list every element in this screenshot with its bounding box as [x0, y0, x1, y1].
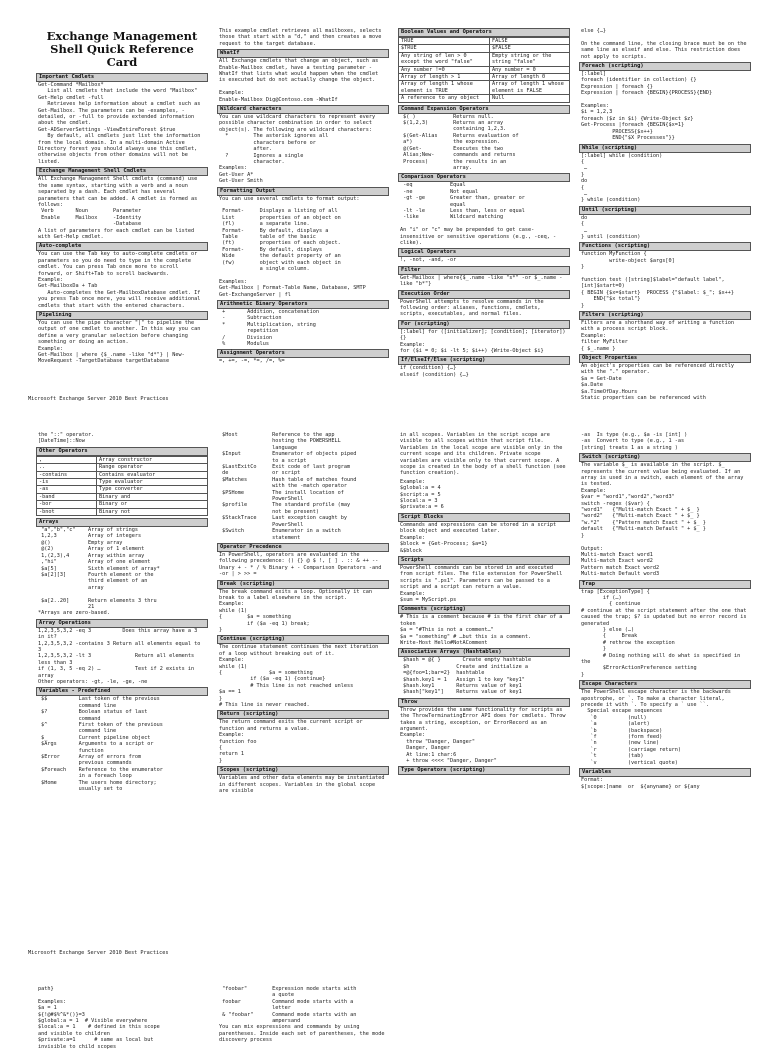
- section-header: Scopes (scripting): [217, 766, 389, 775]
- section-header: Logical Operators: [398, 248, 570, 257]
- section: [217, 635, 389, 708]
- section: [36, 311, 208, 365]
- section: [579, 680, 751, 766]
- section-header: Variables - Predefined: [36, 687, 208, 696]
- section-header: Variables: [579, 768, 751, 777]
- section-body: the "::" operator. [DateTime]::Now: [38, 432, 95, 445]
- section-header: Return (scripting): [217, 710, 389, 719]
- section-body: You can use wildcard characters to represent every possible character combination in order to select object(s). The following are wildcard characters: * The asterisk ignores all characters before or after. ? Ignores a single character. Examples: Get-User A* Get-User Smith: [219, 114, 376, 185]
- section-body: You can use several cmdlets to format output: Format- Displays a listing of all List properties of an object on (fl) a separate line. Format- By default, displays a Table table of the basic (ft) properties of each object. Format- By default, displays Wide the default property of an (fw) object with each object in a single column. Examples: Get-Mailbox | Format-Table Name, Database, SMTP Get-ExchangeServer | fl: [219, 195, 366, 298]
- section-header: Boolean Values and Operators: [398, 28, 570, 37]
- column: [579, 28, 751, 402]
- table-cell: Array of length 1 whose element is FALSE: [490, 81, 570, 95]
- section: [579, 242, 751, 309]
- section: [398, 248, 570, 263]
- section-header: Escape Characters: [579, 680, 751, 689]
- table-row: [37, 486, 208, 493]
- table-cell: Array constructor: [97, 456, 208, 463]
- table-cell: ,: [37, 456, 97, 463]
- table-row: [37, 456, 208, 463]
- section-body: "a","b","c" Array of strings 1,2,3 Array of integers @() Empty array @(2) Array of 1 element 1,(2,3),4 Array within array ,"hi" Array of one element $a[5] Sixth element of array* $a[2][3] Fourth element or the third element of an array $a[2..20] Return elements 3 thru 21 *Arrays are zero-based.: [38, 527, 160, 617]
- section-header: Execution Order: [398, 290, 570, 299]
- table-row: [399, 52, 570, 66]
- section-body: Filters are a shorthand way of writing a function with a process script block. Example: filter MyFilter { $_.name }: [581, 320, 735, 352]
- table-cell: Type converter: [97, 486, 208, 493]
- section: [398, 356, 570, 378]
- table-cell: Any string of len > 0 except the word "false": [399, 52, 490, 66]
- section: [398, 28, 570, 103]
- section: [579, 206, 751, 241]
- section-header: Associative Arrays (Hashtables): [398, 648, 570, 657]
- section-table: [398, 37, 570, 103]
- section-body: in all scopes. Variables in the script scope are visible to all scopes within that script file. Variables in the local scope are visible only in the current scope and its children. Private scope variables are visible only to that current scope. A scope is created in the body of a shell function (see function creation).: [400, 432, 569, 477]
- section: [217, 766, 389, 794]
- section-header: Continue (scripting): [217, 635, 389, 644]
- table-cell: Array of length 0: [490, 74, 570, 81]
- section: [36, 447, 208, 516]
- section-header: Object Properties: [579, 354, 751, 363]
- column: [398, 28, 570, 396]
- table-row: [399, 81, 570, 95]
- section: [36, 167, 208, 240]
- section: [217, 986, 389, 1044]
- table-cell: Any number !=0: [399, 66, 490, 73]
- section: [36, 518, 208, 617]
- section-body: $hash = @{ } Create empty hashtable $h Create and initialize a =@{foo=1;bar=2} hashtable $hash.key1 = 1 Assign 1 to key "key1" $hash.key1 Returns value of key1 $hash["key1"] Returns value of key1: [403, 657, 532, 696]
- table-cell: -contains: [37, 471, 97, 478]
- column: [217, 28, 389, 396]
- section-header: Comparison Operators: [398, 173, 570, 182]
- section: [579, 432, 751, 451]
- section-body: Get-Mailbox | where{$_.name -like "s*" -or $_.name -like "b*"}: [400, 274, 563, 288]
- table-cell: -as: [37, 486, 97, 493]
- section-header: Foreach (scripting): [579, 62, 751, 71]
- section-body: [:label] while (condition) { … } do { … } while (condition): [581, 152, 663, 204]
- table-row: [399, 66, 570, 73]
- table-cell: ..: [37, 464, 97, 471]
- section: [398, 648, 570, 695]
- section-body: All Exchange cmdlets that change an object, such as Enable-Mailbox cmdlet, have a testing parameter -WhatIf that lists what would happen when the cmdlet is executed but do not actually change the object. Example: Enable-Mailbox Dig@Contoso.com -WhatIf: [219, 58, 379, 103]
- section-header: Formatting Output: [217, 187, 389, 196]
- section: [398, 432, 570, 477]
- section: [217, 710, 389, 764]
- section: [398, 605, 570, 646]
- column: [36, 986, 208, 1050]
- table-cell: Contains evaluator: [97, 471, 208, 478]
- section-body: trap [ExceptionType] { if (…) { continue # continue at the script statement after the one that caused the trap; $? is updated but no error record is generated } else (…) { Break # rethrow the exception } # Doing nothing will do what is specified in the $ErrorActionPreference setting }: [581, 588, 747, 678]
- section-header: Script Blocks: [398, 513, 570, 522]
- section-header: Pipelining: [36, 311, 208, 320]
- sheet-page: [0, 0, 768, 404]
- section: [36, 242, 208, 309]
- table-row: [399, 45, 570, 52]
- sheet-page: [0, 958, 768, 1050]
- section: [398, 513, 570, 554]
- table-cell: FALSE: [490, 38, 570, 45]
- section-body: You can use the Tab key to auto-complete cmdlets or parameters so you do need to type in the complete cmdlet. You can press Tab once more to scroll forward, or Shift+Tab to scroll backwards. Example: Get-MailboxDa + Tab Auto-completes the Get-MailboxDatabase cmdlet. If you press Tab once more, you will receive additional cmdlets that start with the entered characters.: [38, 251, 201, 309]
- table-cell: Type evaluator: [97, 479, 208, 486]
- sheet-page: [0, 404, 768, 958]
- section-body: In PowerShell, operators are evaluated in the following precedence: () {} @ $ !, [ ] . :: & ++ -- Unary + - * / % Binary + - Comparison Operators -and -or | > >> =: [219, 551, 385, 578]
- table-cell: Binary not: [97, 508, 208, 515]
- section-header: Important Cmdlets: [36, 73, 208, 82]
- section-header: Assignment Operators: [217, 349, 389, 358]
- section-body: path} Examples: $a = 1 ${!@#$%^&*()}=3 $global:a = 1 # Visible everywhere $local:a = 1 # defined in this scope and visible to children $private:a=1 # same as local but invisible to child scopes: [38, 986, 160, 1050]
- section: [217, 300, 389, 347]
- section-body: $Host Reference to the app hosting the POWERSHELL language $Input Enumerator of objects piped to a script $LastExitCo Exit code of last program de or script $Matches Hash table of matches found with the -match operator $PSHome The install location of PowerShell $profile The standard profile (may not be present) $StackTrace Last exception caught by PowerShell $Switch Enumerator in a switch statement: [222, 432, 357, 541]
- section-body: Commands and expressions can be stored in a script block object and executed later. Example: $block = {Get-Process; $a=1} &$block: [400, 521, 557, 554]
- section: [217, 432, 389, 541]
- section-body: 1,2,3,5,3,2 -eq 3 Does this array have a 3 in it? 1,2,3,5,3,2 -contains 3 Return all elements equal to 3 1,2,3,5,3,2 -lt 3 Return all elements less than 3 if (1, 3, 5 -eq 2) … Test if 2 exists in array Other operators: -gt, -le, -ge, -ne: [38, 627, 201, 685]
- section: [217, 105, 389, 184]
- section-body: -as Is type (e.g., $a -is [int] ) -as Convert to type (e.g., 1 -as [string] treats 1 as a string ): [581, 432, 688, 451]
- section-header: Command Expansion Operators: [398, 105, 570, 114]
- table-cell: -bor: [37, 501, 97, 508]
- card-title: Exchange Management Shell Quick Reference Card: [46, 29, 198, 69]
- section-header: Throw: [398, 698, 570, 707]
- table-cell: Range operator: [97, 464, 208, 471]
- section: [398, 479, 570, 511]
- table-row: [37, 493, 208, 500]
- table-cell: Array of length 1 whose element is TRUE: [399, 81, 490, 95]
- table-row: [37, 479, 208, 486]
- section: [579, 62, 751, 141]
- section-body: PowerShell commands can be stored in and executed from script files. The file extension for PowerShell scripts is ".ps1". Parameters can be passed to a script and a script can return a value. Example: $sum = MyScript.ps: [400, 564, 563, 603]
- table-row: [37, 508, 208, 515]
- section: [398, 766, 570, 775]
- section-header: Arrays: [36, 518, 208, 527]
- section-header: Wildcard characters: [217, 105, 389, 114]
- table-row: [399, 38, 570, 45]
- table-cell: Null: [490, 95, 570, 102]
- section-header: WhatIf: [217, 49, 389, 58]
- section-header: Until (scripting): [579, 206, 751, 215]
- section-body: Throw provides the same functionality for scripts as the ThrowTerminatingError API does for cmdlets. Throw takes a string, exception, or ErrorRecord as an argument. Example: throw "Danger, Danger" Danger, Danger At line:1 char:6 + throw <<<< "Danger, Danger": [400, 706, 566, 765]
- section-body: do { … } until (condition): [581, 214, 641, 240]
- table-cell: Array of length > 1: [399, 74, 490, 81]
- table-row: [37, 471, 208, 478]
- section: [217, 349, 389, 364]
- section-header: Arithmetic Binary Operators: [217, 300, 389, 309]
- section-body: =, +=, -=, *=, /=, %=: [219, 358, 285, 365]
- section-header: For (scripting): [398, 320, 570, 329]
- section: [36, 73, 208, 165]
- section-body: Example: $global:a = 4 $script:a = 5 $local:a = 3 $private:a = 6: [400, 478, 444, 511]
- section-header: Operator Precedence: [217, 543, 389, 552]
- table-cell: -band: [37, 493, 97, 500]
- table-cell: -bnot: [37, 508, 97, 515]
- section: [398, 698, 570, 765]
- section: [579, 768, 751, 790]
- page-footer: Microsoft Exchange Server 2010 Best Practices: [28, 950, 169, 956]
- section: [398, 266, 570, 288]
- section-body: The return command exits the current script or function and returns a value. Example: function foo { return 1 }: [219, 719, 363, 764]
- section-header: Type Operators (scripting): [398, 766, 570, 775]
- section-body: "foobar" Expression mode starts with a quote foobar Command mode starts with a letter & "foobar" Command mode starts with an ampersand You can mix expressions and commands by using parentheses. Inside each set of parentheses, the mode discovery process: [219, 986, 385, 1044]
- section-body: The variable $_ is available in the script. $_ represents the current value being evaluated. If an array is used in a switch, each element of the array is tested. Example: $var = "word1","word2","word3" switch -regex ($var) { "word1" {"Multi-match Exact " + $_ } "word2" {"Multi-match Exact " + $_ } "w.*2" {"Pattern match Exact " + $_ } default {"Multi-match Default " + $_ } } Output: Multi-match Exact word1 Multi-match Exact word2 Pattern match Exact word2 Multi-match Default word3: [581, 462, 744, 578]
- section-header: Auto-complete: [36, 242, 208, 251]
- column: [36, 28, 208, 396]
- section-header: If/ElseIf/Else (scripting): [398, 356, 570, 365]
- section: [217, 28, 389, 47]
- section-header: Filters (scripting): [579, 311, 751, 320]
- section: [579, 580, 751, 679]
- section-header: Array Operations: [36, 619, 208, 628]
- section: [579, 311, 751, 352]
- section: [217, 580, 389, 634]
- section-header: Other Operators: [36, 447, 208, 456]
- table-cell: $FALSE: [490, 45, 570, 52]
- section-body: # This is a comment because # is the first char of a token $a = "#This is not a comment…" $a = "something" # …but this is a comment. Write-Host Hello#NotAComment: [400, 614, 563, 646]
- table-row: [37, 464, 208, 471]
- section: [579, 354, 751, 401]
- section-body: You can use the pipe character "|" to pipeline the output of one cmdlet to another. In this way you can define a very granular selection before changing something or doing an action. Example: Get-Mailbox | where {$_.name -like "d*"} | New-MoveRequest -TargetDatabase targetDatabase: [38, 320, 201, 365]
- section: [579, 28, 751, 60]
- table-cell: -is: [37, 479, 97, 486]
- section-body: PowerShell attempts to resolve commands in the following order: aliases, functions, cmdlets, scripts, executables, and normal files.: [400, 298, 547, 318]
- table-cell: Any number = 0: [490, 66, 570, 73]
- column: [579, 986, 751, 1016]
- section: [217, 49, 389, 103]
- section-table: [36, 456, 208, 516]
- section-body: Get-Command *Mailbox* List all cmdlets that include the word "Mailbox" Get-Help cmdlet -full Retrieves help information about a cmdlet such as Get-Mailbox. The parameters can be -examples, -detailed, or -full to provide extended information about the cmdlet. Get-ADServerSettings -ViewEntireForest $true By default, all cmdlets just list the information from the local domain. In a multi-domain Active Directory forest you should always use this cmdlet, otherwise objects from other domains will not be listed.: [38, 82, 201, 165]
- section-body: $( ) Returns null. $(1,2,3) Returns an array containing 1,2,3. $(Get-Alias Returns evaluation of a*) the expression. @(Get- Executes the two Alias;New- commands and returns Process) the results in an array.: [403, 113, 519, 171]
- section-body: !, -not, -and, -or: [400, 257, 457, 264]
- section-header: Functions (scripting): [579, 242, 751, 251]
- section: [579, 453, 751, 577]
- section-body: + Addition, concatenation - Subtraction * Multiplication, string repetition / Division % Modulus: [222, 309, 319, 348]
- section: [398, 556, 570, 603]
- table-cell: Binary or: [97, 501, 208, 508]
- section-body: function MyFunction { write-object $args[0] } function test ([string]$label="default label",[int]$start=0) { BEGIN {$x=$start} PROCESS {"$label: $_"; $x++} END{"$x total"} }: [581, 251, 735, 309]
- table-cell: A reference to any object: [399, 95, 490, 102]
- section-header: Comments (scripting): [398, 605, 570, 614]
- column: [398, 432, 570, 950]
- section-body: The PowerShell escape character is the backwards apostrophe, or `. To make a character literal, precede it with `. To specify a ` use ``. Special escape sequences `0 (null) `a (alert) `b (backspace) `f (form feed) `n (new line) `r (carriage return) `t (tab) `v (vertical quote): [581, 689, 731, 766]
- section-body: -eq Equal -ne Not equal -gt -ge Greater than, greater or equal -lt -le Less than, less or equal -like Wildcard matching An "i" or "c" may be prepended to get case-insensitive or sensitive operations (e.g., -ceq, -clike).: [400, 182, 557, 246]
- table-row: [37, 501, 208, 508]
- section-body: [:label] foreach (identifier in collection) {} Expression | foreach {} Expression | foreach {BEGIN}{PROCESS}{END} Examples: $i = 1,2,3 foreach ($z in $i) {Write-Object $z} Get-Process |foreach {BEGIN{$x=1} PROCESS{$x++} END{"$X Processes"}}: [581, 71, 713, 142]
- section-body: The break command exits a loop. Optionally it can break to a label elsewhere in the script. Example: while (1) { $a = something if ($a -eq 1) break; }: [219, 588, 373, 633]
- section-header: While (scripting): [579, 144, 751, 153]
- column: [579, 432, 751, 950]
- section-body: An object's properties can be referenced directly with the "." operator. $a = Get-Date $a.Date $a.TimeOfDay.Hours Static properties can be referenced with: [581, 363, 735, 402]
- section: [398, 290, 570, 318]
- section-header: Scripts: [398, 556, 570, 565]
- column: [36, 432, 208, 950]
- section: [217, 543, 389, 578]
- section-body: This example cmdlet retrieves all mailboxes, selects those that start with a "d," and then creates a move request to the target database.: [219, 28, 385, 47]
- column: [398, 986, 570, 1016]
- section-body: [:label] for ([initializer]; [condition]; [iterator]) {} Example: for ($i = 0; $i -lt 5; $i++) {Write-Object $i}: [400, 328, 566, 355]
- section-body: All Exchange Management Shell cmdlets (command) use the same syntax, starting with a verb and a noun separated by a dash. Each cmdlet has several parameters that can be added. A cmdlet is formed as follows: Verb Noun Parameter Enable Mailbox -Identity -Database A list of parameters for each cmdlet can be listed with Get-Help cmdlet.: [38, 176, 198, 240]
- section-header: Exchange Management Shell Cmdlets: [36, 167, 208, 176]
- section: [36, 687, 208, 792]
- column: [217, 986, 389, 1044]
- section-body: Format: $[scope:]name or ${anyname} or ${any: [581, 777, 700, 790]
- table-cell: Empty string or the string "false": [490, 52, 570, 66]
- section-header: Filter: [398, 266, 570, 275]
- section: [398, 105, 570, 172]
- table-cell: $TRUE: [399, 45, 490, 52]
- section: [36, 986, 208, 1050]
- section-body: Variables and other data elements may be instantiated in different scopes. Variables in the global scope are visible: [219, 775, 388, 795]
- section: [398, 173, 570, 246]
- section: [36, 432, 208, 445]
- column: [217, 432, 389, 950]
- section-header: Break (scripting): [217, 580, 389, 589]
- section-header: Switch (scripting): [579, 453, 751, 462]
- section-body: else {…} On the command line, the closing brace must be on the same line as elseif and else. This restriction does not apply to scripts.: [581, 28, 747, 60]
- table-row: [399, 95, 570, 102]
- section: [579, 144, 751, 204]
- section-body: if (condition) {…} elseif (condition) {…}: [400, 365, 469, 378]
- page-footer: Microsoft Exchange Server 2010 Best Practices: [28, 396, 169, 402]
- section-body: The continue statement continues the next iteration of a loop without breaking out of it. Example: while (1) { $a = something if ($a -eq 1) {continue} # This line is not reached unless $a == 1 } # This line is never reached.: [219, 644, 379, 709]
- section-header: Trap: [579, 580, 751, 589]
- table-cell: TRUE: [399, 38, 490, 45]
- section: [217, 187, 389, 299]
- section: [398, 320, 570, 355]
- section: [36, 619, 208, 686]
- table-cell: Binary and: [97, 493, 208, 500]
- section-body: $$ Last token of the previous command line $? Boolean status of last command $^ First token of the previous command line $_ Current pipeline object $Args Arguments to a script or function $Error Array of errors from previous commands $Foreach Reference to the enumerator in a foreach loop $Home The users home directory; usually set to: [41, 696, 163, 793]
- table-row: [399, 74, 570, 81]
